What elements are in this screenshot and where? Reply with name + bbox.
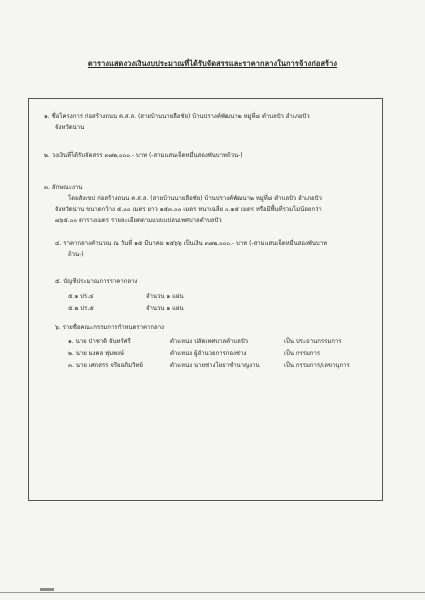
member3-role: เป็น กรรมการ/เลขานุการ bbox=[284, 362, 350, 369]
item3-line3: ๗๖๕.๐๐ ตารางเมตร รายละเอียดตามแบบแปลนเทศบาลตำบลปัว bbox=[55, 217, 222, 224]
item5-row1-qty: จำนวน ๑ แผ่น bbox=[146, 293, 184, 300]
item3-line1: โดยสังเขป ก่อสร้างถนน ค.ส.ล. (สายบ้านนายลือชัย) บ้านปรางค์พัฒนา๒ หมู่ที่๘ ตำบลปัว อำเภอปัว bbox=[68, 195, 322, 202]
item3-heading: ๓. ลักษณะงาน bbox=[44, 184, 83, 191]
member1-position: ตำแหน่ง ปลัดเทศบาลตำบลปัว bbox=[170, 338, 249, 345]
item5-row2-label: ๕.๒ ปร.๕ bbox=[68, 305, 94, 312]
item1-line1: ๑. ชื่อโครงการ ก่อสร้างถนน ค.ส.ล. (สายบ้านนายลือชัย) บ้านปรางค์พัฒนา๒ หมู่ที่๘ ตำบลปัว อำเภอปัว bbox=[44, 113, 310, 120]
member2-name: ๒. นาย มงคล ทุ่มพงษ์ bbox=[68, 350, 124, 357]
member2-position: ตำแหน่ง ผู้อำนวยการกองช่าง bbox=[170, 350, 247, 357]
member3-position: ตำแหน่ง นายช่างโยธาชำนาญงาน bbox=[170, 362, 260, 369]
item1-line2: จังหวัดน่าน bbox=[55, 124, 85, 131]
item2-line1: ๒. วงเงินที่ได้รับจัดสรร ๓๗๒,๐๐๐.- บาท (-สามแสนเจ็ดหมื่นสองพันบาทถ้วน-) bbox=[44, 152, 243, 159]
member2-role: เป็น กรรมการ bbox=[284, 350, 321, 357]
item3-line2: จังหวัดน่าน ขนาดกว้าง ๕.๐๐ เมตร ยาว ๑๕๓.๐๐ เมตร หนาเฉลี่ย ๐.๑๕ เมตร หรือมีพื้นที่รวมไม่น้อยกว่า bbox=[55, 206, 322, 213]
item5-row2-qty: จำนวน ๑ แผ่น bbox=[146, 305, 184, 312]
item5-heading: ๕. บัญชีประมาณการราคากลาง bbox=[55, 278, 138, 285]
member1-name: ๑. นาย ป่าชาติ จันทร์ศรี bbox=[68, 338, 131, 345]
item6-heading: ๖. รายชื่อคณะกรรมการกำหนดราคากลาง bbox=[55, 324, 165, 331]
scan-edge-mark bbox=[40, 588, 54, 591]
member3-name: ๓. นาย เศกสรร จรียอภิมวิทย์ bbox=[68, 362, 143, 369]
item5-row1-label: ๕.๑ ปร.๔ bbox=[68, 293, 94, 300]
member1-role: เป็น ประธานกรรมการ bbox=[284, 338, 342, 345]
item4-line1: ๔. ราคากลางคำนวณ ณ วันที่ ๑๕ มีนาคม ๒๕๖๖ เป็นเงิน ๓๗๒,๐๐๐.- บาท (-สามแสนเจ็ดหมื่นสองพันบาท bbox=[55, 240, 328, 247]
scan-edge-line bbox=[0, 592, 425, 593]
document-title: ตารางแสดงวงเงินงบประมาณที่ได้รับจัดสรรและราคากลางในการจ้างก่อสร้าง bbox=[87, 59, 338, 68]
item4-line2: ถ้วน-) bbox=[68, 251, 84, 258]
